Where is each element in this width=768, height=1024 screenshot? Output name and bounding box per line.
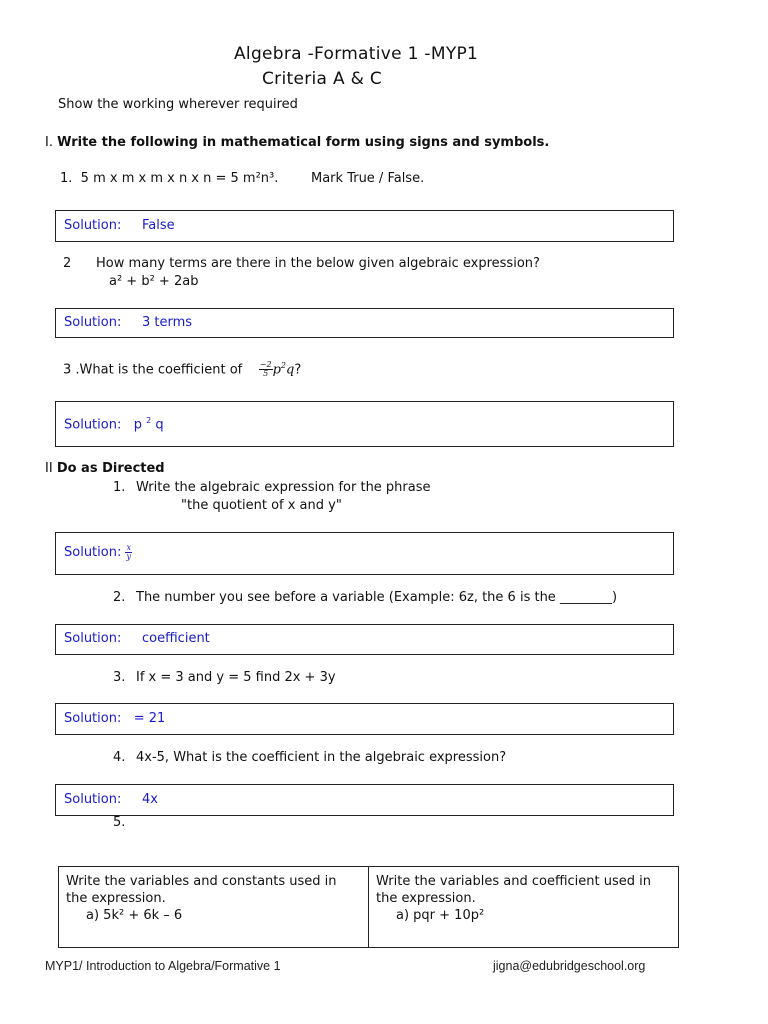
section1-number: I. (45, 135, 53, 150)
solution-label: Solution: (64, 545, 122, 560)
question-expression: a² + b² + 2ab (109, 274, 199, 289)
solution-label: Solution: (64, 218, 122, 233)
question-text: The number you see before a variable (Example: 6z, the 6 is the ________) (136, 590, 618, 605)
question-text: If x = 3 and y = 5 find 2x + 3y (136, 670, 336, 685)
solution-answer-q: q (155, 417, 164, 433)
solution-box (55, 532, 674, 575)
table-row (59, 867, 679, 948)
section1-heading-text: Write the following in mathematical form using signs and symbols. (57, 135, 550, 150)
solution-answer: = 21 (133, 711, 166, 726)
solution-label: Solution: (64, 417, 122, 433)
fraction-denominator: 5 (263, 369, 269, 379)
solution-answer: False (142, 218, 175, 233)
question-mark: ? (294, 362, 302, 378)
solution-box (55, 703, 674, 735)
solution-label: Solution: (64, 315, 122, 330)
solution-box (55, 784, 674, 816)
question-number: 3. (113, 670, 126, 685)
solution-box (55, 308, 674, 338)
question-text: .What is the coefficient of (75, 362, 243, 378)
fraction-numerator: x (126, 543, 131, 552)
question-number: 2. (113, 590, 126, 605)
solution-answer: 3 terms (142, 315, 193, 330)
solution-box (55, 624, 674, 655)
question-number: 5. (113, 815, 126, 830)
question-number: 1. (60, 171, 73, 186)
question-text: 5 m x m x m x n x n = 5 m²n³. (80, 171, 279, 186)
section2-number: II (45, 461, 53, 476)
cell-prompt: Write the variables and constants used in the expression. (66, 874, 337, 906)
cell-item: a) pqr + 10p² (396, 908, 485, 923)
coefficient-fraction (259, 361, 273, 378)
variable-p: p (272, 362, 281, 378)
section1-heading (45, 135, 549, 150)
solution-answer: coefficient (142, 631, 210, 646)
question-number: 1. (113, 480, 126, 495)
solution-row (64, 315, 192, 330)
table-cell-right (369, 867, 679, 948)
fraction-numerator: −2 (259, 360, 272, 370)
variable-q: q (286, 362, 295, 378)
solution-row (64, 792, 158, 807)
question-task: Mark True / False. (311, 171, 425, 186)
solution-row (64, 218, 175, 233)
solution-label: Solution: (64, 792, 122, 807)
page-subtitle: Criteria A & C (262, 69, 383, 89)
solution-answer-p: p (133, 417, 143, 433)
solution-row (64, 631, 210, 646)
solution-exponent: 2 (146, 416, 152, 425)
instruction-text: Show the working wherever required (58, 97, 298, 112)
section2-heading-text: Do as Directed (56, 461, 165, 476)
footer-email: jigna@edubridgeschool.org (493, 959, 646, 973)
question-text: How many terms are there in the below given algebraic expression? (96, 256, 540, 271)
solution-row (64, 544, 132, 561)
question-number: 3 (63, 362, 72, 378)
question-5-table (58, 866, 679, 948)
question-number: 2 (63, 256, 72, 271)
page-title: Algebra -Formative 1 -MYP1 (234, 44, 479, 64)
solution-box (55, 210, 674, 242)
question-number: 4. (113, 750, 126, 765)
solution-label: Solution: (64, 631, 122, 646)
solution-row (64, 711, 165, 726)
footer-left: MYP1/ Introduction to Algebra/Formative 1 (45, 959, 281, 973)
cell-item: a) 5k² + 6k – 6 (86, 908, 183, 923)
question-3 (63, 361, 301, 378)
question-1 (60, 171, 278, 186)
solution-fraction (125, 544, 132, 561)
solution-answer: 4x (142, 792, 158, 807)
section2-heading (45, 461, 165, 476)
solution-box (55, 401, 674, 447)
solution-label: Solution: (64, 711, 122, 726)
cell-prompt: Write the variables and coefficient used in the expression. (376, 874, 651, 906)
exponent: 2 (280, 361, 287, 370)
fraction-denominator: y (126, 552, 131, 561)
question-text: 4x-5, What is the coefficient in the algebraic expression? (136, 750, 507, 765)
question-phrase: "the quotient of x and y" (181, 498, 342, 513)
table-cell-left (59, 867, 369, 948)
question-text: Write the algebraic expression for the phrase (136, 480, 431, 495)
solution-row (64, 416, 164, 432)
